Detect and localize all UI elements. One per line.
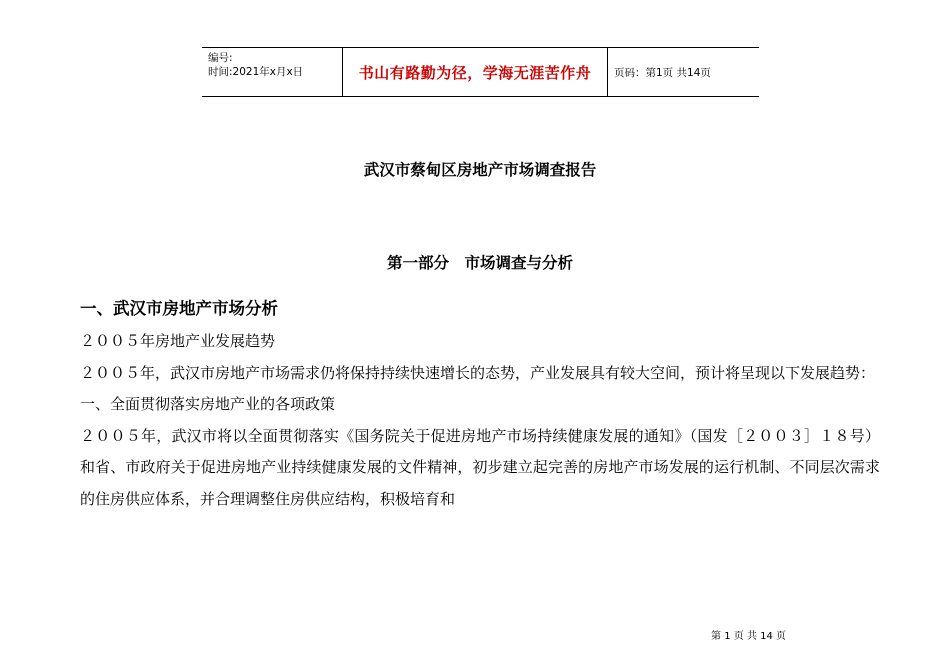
header-meta-cell bbox=[202, 48, 342, 96]
number-label: 编号: bbox=[208, 52, 233, 64]
document-body bbox=[80, 326, 880, 515]
paragraph: ２００５年，武汉市将以全面贯彻落实《国务院关于促进房地产市场持续健康发展的通知》（国发［２００３］１８号）和省、市政府关于促进房地产业持续健康发展的文件精神，初步建立起完善的房地产市场发展的运行机制、不同层次需求的住房供应体系，并合理调整住房供应结构，积极培育和 bbox=[80, 426, 880, 508]
header-page-cell bbox=[608, 48, 759, 96]
document-header bbox=[202, 47, 759, 97]
document-title: 武汉市蔡甸区房地产市场调查报告 bbox=[363, 161, 597, 179]
paragraph: 一、全面贯彻落实房地产业的各项政策 bbox=[80, 395, 336, 413]
paragraph: ２００５年，武汉市房地产市场需求仍将保持持续快速增长的态势，产业发展具有较大空间，预计将呈现以下发展趋势： bbox=[80, 363, 876, 382]
section-heading: 一、武汉市房地产市场分析 bbox=[80, 299, 278, 318]
header-motto-cell bbox=[342, 48, 608, 96]
time-label: 时间:2021年x月x日 bbox=[208, 66, 304, 78]
page-info: 页码：第1页 共14页 bbox=[614, 66, 711, 79]
part-title: 第一部分 市场调查与分析 bbox=[386, 254, 573, 272]
motto-text: 书山有路勤为径，学海无涯苦作舟 bbox=[358, 63, 592, 82]
paragraph: ２００５年房地产业发展趋势 bbox=[80, 332, 276, 350]
page-footer: 第 1 页 共 14 页 bbox=[711, 631, 786, 642]
